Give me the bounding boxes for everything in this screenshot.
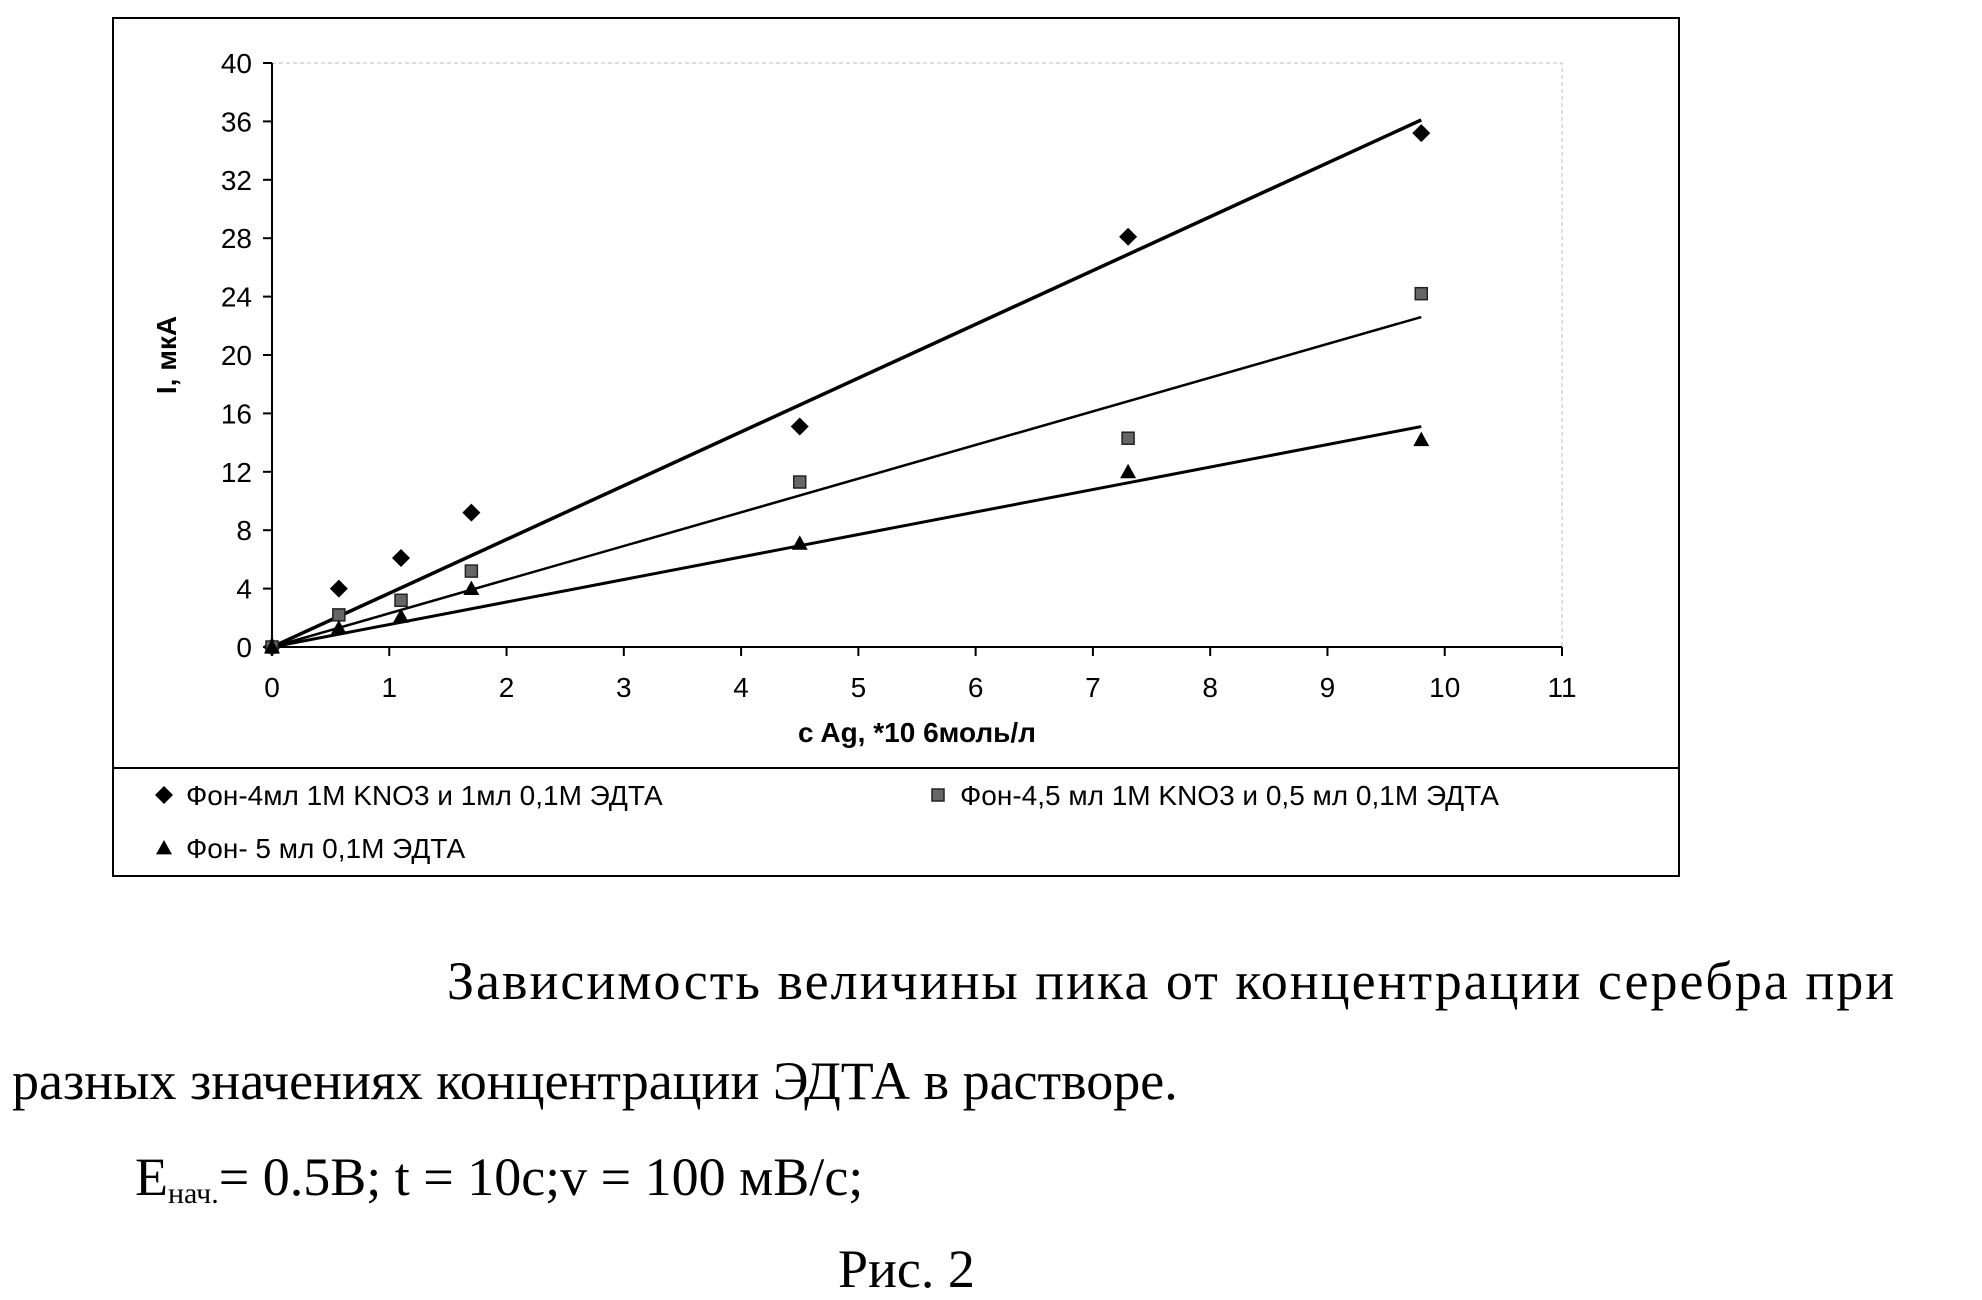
caption-line-1: Зависимость величины пика от концентрации серебра при [447,951,1897,1011]
caption-params: = 0.5В; t = 10с;v = 100 мВ/с; [218,1147,864,1207]
y-tick-label: 0 [236,632,252,663]
y-tick-label: 4 [236,573,252,605]
x-tick-label: 8 [1202,672,1218,703]
legend-label-series-1: Фон-4мл 1М KNO3 и 1мл 0,1М ЭДТА [186,780,663,811]
y-tick-label: 32 [220,164,252,196]
x-tick-label: 2 [498,672,515,703]
caption-e-symbol: E [135,1147,168,1207]
x-tick-label: 1 [381,672,398,703]
y-tick-label: 8 [236,515,252,547]
x-tick-label: 4 [733,672,749,703]
y-tick-label: 20 [220,340,252,371]
x-tick-label: 0 [264,672,280,703]
data-point-series-2 [1415,288,1427,300]
x-tick-label: 7 [1085,672,1101,703]
y-tick-label: 12 [220,456,252,488]
x-axis-title: c Ag, *10 6моль/л [798,717,1036,748]
caption-line-3 [135,1146,863,1211]
y-tick-label: 36 [220,106,252,138]
legend-label-series-2: Фон-4,5 мл 1М KNO3 и 0,5 мл 0,1М ЭДТА [960,780,1499,811]
y-tick-label: 16 [220,398,252,430]
data-point-series-2 [1122,432,1134,444]
data-point-series-2 [794,476,806,488]
x-tick-label: 6 [967,672,984,703]
data-point-series-2 [333,609,345,621]
y-tick-label: 40 [220,48,252,79]
x-tick-label: 10 [1429,672,1461,703]
caption-line-2: разных значениях концентрации ЭДТА в растворе. [12,1051,1178,1111]
y-tick-label: 24 [220,281,252,313]
caption-e-subscript: нач. [168,1177,219,1210]
legend-marker-series-2 [932,789,944,801]
x-tick-label: 11 [1547,672,1577,703]
data-point-series-2 [465,565,477,577]
legend-label-series-3: Фон- 5 мл 0,1М ЭДТА [186,833,466,864]
figure-number: Рис. 2 [838,1239,975,1299]
data-point-series-2 [395,594,407,606]
x-tick-label: 9 [1319,672,1336,703]
x-tick-label: 3 [616,672,632,703]
x-tick-label: 5 [850,672,867,703]
y-tick-label: 28 [220,223,252,255]
y-axis-title: I, мкА [151,315,182,395]
